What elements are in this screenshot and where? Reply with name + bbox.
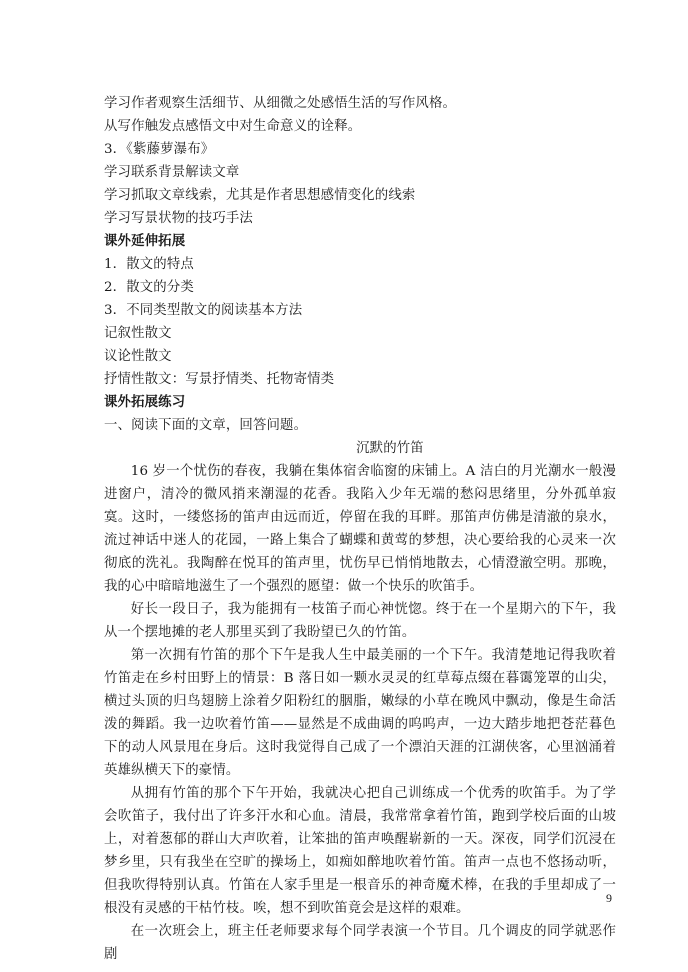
article-paragraph: 第一次拥有竹笛的那个下午是我人生中最美丽的一个下午。我清楚地记得我吹着竹笛走在乡村田野上的情景：B 落日如一颗水灵灵的红草莓点缀在暮霭笼罩的山尖，横过头顶的归鸟翅膀上涂着夕阳粉红的胭脂，嫩绿的小草在晚风中飘动，像是生命活泼的舞蹈。我一边吹着竹笛——显然是不成曲调的呜呜声，一边大踏步地把苍茫暮色下的动人风景甩在身后。这时我觉得自己成了一个漂泊天涯的江湖侠客，心里汹涌着英雄纵横天下的豪情。 [104, 648, 616, 778]
article-paragraph: 16 岁一个忧伤的春夜，我躺在集体宿舍临窗的床铺上。A 洁白的月光潮水一般漫进窗户，清冷的微风捎来潮湿的花香。我陷入少年无端的愁闷思绪里，分外孤单寂寞。这时，一缕悠扬的笛声由远而近，停留在我的耳畔。那笛声仿佛是清澈的泉水，流过神话中迷人的花园，一路上集合了蝴蝶和黄莺的梦想，决心要给我的心灵来一次彻底的洗礼。我陶醉在悦耳的笛声里，忧伤早已悄悄地散去，心情澄澈空明。那晚，我的心中暗暗地滋生了一个强烈的愿望：做一个快乐的吹笛手。 [104, 464, 616, 594]
text-line: 学习作者观察生活细节、从细微之处感悟生活的写作风格。 [104, 96, 457, 111]
instruction-line: 一、阅读下面的文章，回答问题。 [104, 418, 308, 433]
list-item: 议论性散文 [104, 349, 172, 364]
text-line: 3．《紫藤萝瀑布》 [104, 142, 215, 157]
article-paragraph: 在一次班会上，班主任老师要求每个同学表演一个节目。几个调皮的同学就恶作剧 [104, 924, 616, 962]
list-item: 2．散文的分类 [104, 280, 194, 295]
list-item: 抒情性散文：写景抒情类、托物寄情类 [104, 372, 335, 387]
section-heading-extension: 课外延伸拓展 [104, 233, 186, 249]
article-paragraph: 从拥有竹笛的那个下午开始，我就决心把自己训练成一个优秀的吹笛手。为了学会吹笛子，我付出了许多汗水和心血。清晨，我常常拿着竹笛，跑到学校后面的山坡上，对着葱郁的群山大声吹着，让笨拙的笛声唤醒崭新的一天。深夜，同学们沉浸在梦乡里，只有我坐在空旷的操场上，如痴如醉地吹着竹笛。笛声一点也不悠扬动听，但我吹得特别认真。竹笛在人家手里是一根音乐的神奇魔术棒，在我的手里却成了一根没有灵感的干枯竹枝。唉，想不到吹笛竟会是这样的艰难。 [104, 786, 616, 916]
list-item: 记叙性散文 [104, 326, 172, 341]
page-body [104, 92, 616, 966]
article-title: 沉默的竹笛 [356, 441, 424, 456]
list-item: 1．散文的特点 [104, 257, 194, 272]
text-line: 学习抓取文章线索，尤其是作者思想感情变化的线索 [104, 188, 416, 203]
list-item: 3．不同类型散文的阅读基本方法 [104, 303, 303, 318]
section-heading-practice: 课外拓展练习 [104, 394, 186, 410]
text-line: 从写作触发点感悟文中对生命意义的诠释。 [104, 119, 362, 134]
page-number: 9 [606, 891, 612, 905]
article-paragraph: 好长一段日子，我为能拥有一枝笛子而心神恍惚。终于在一个星期六的下午，我从一个摆地摊的老人那里买到了我盼望已久的竹笛。 [104, 602, 616, 640]
text-line: 学习写景状物的技巧手法 [104, 211, 253, 226]
text-line: 学习联系背景解读文章 [104, 165, 240, 180]
